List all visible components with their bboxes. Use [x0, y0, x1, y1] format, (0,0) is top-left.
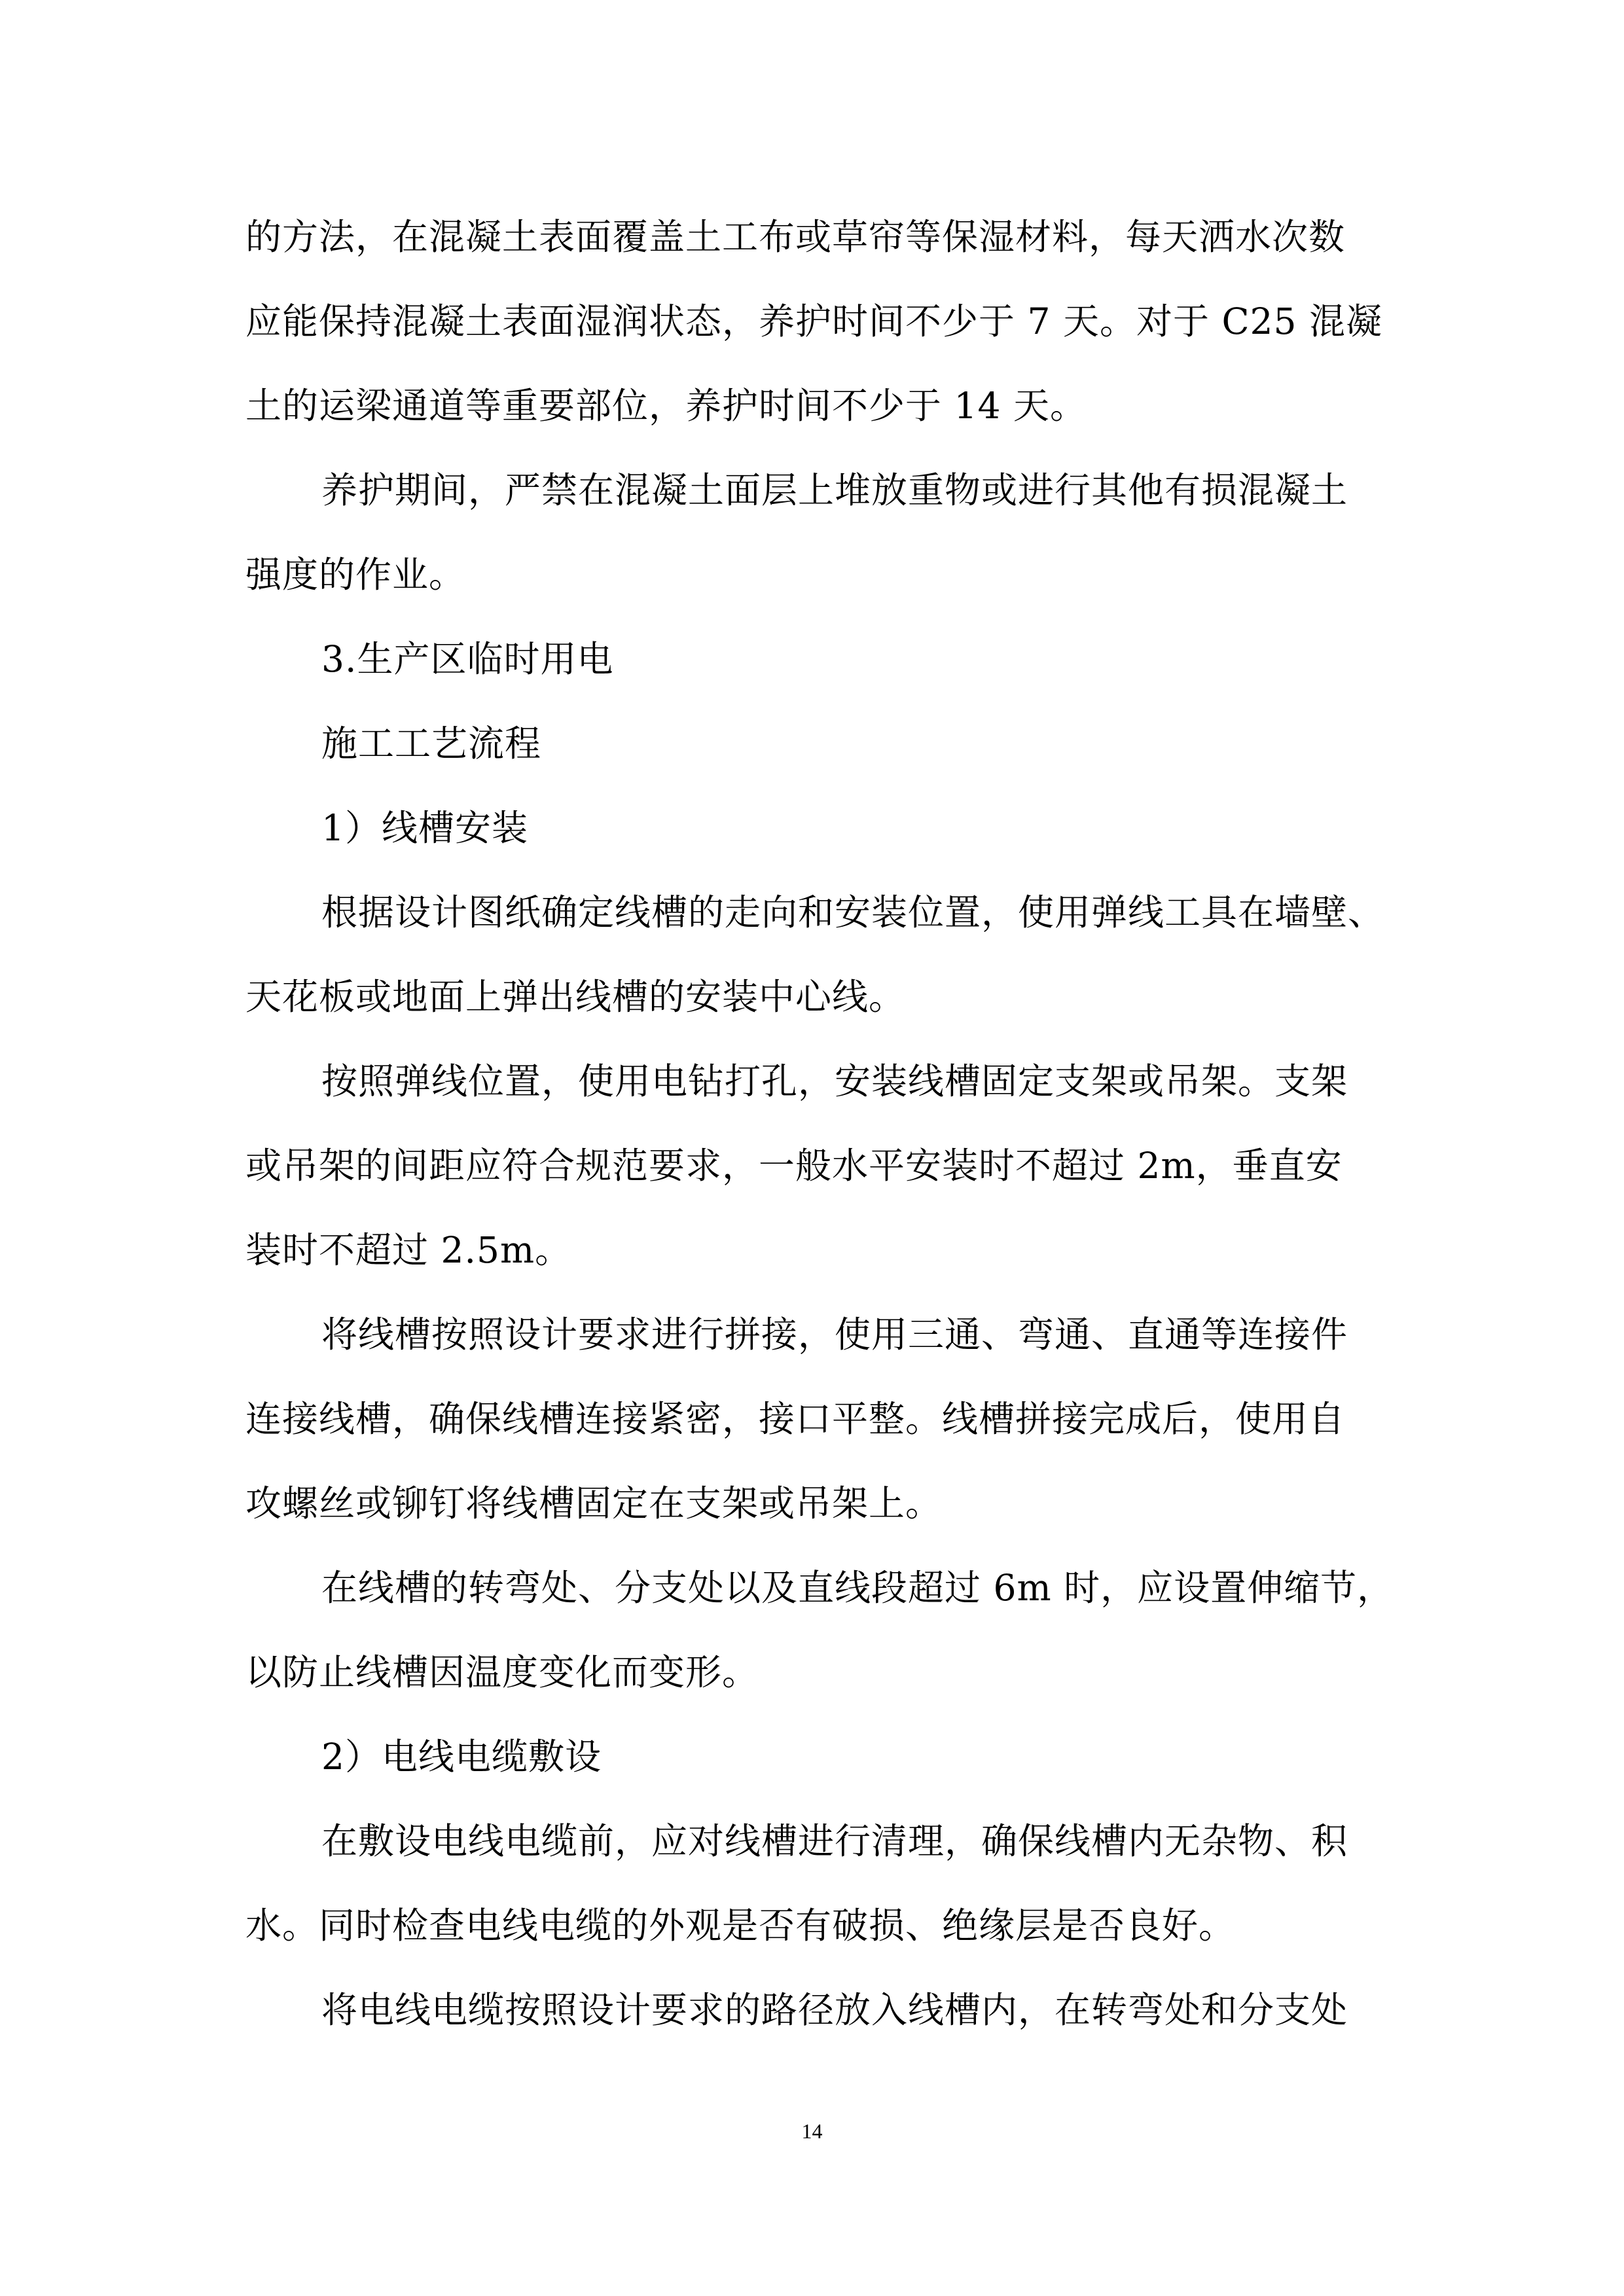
text-line: 强度的作业。 [245, 554, 466, 596]
text-line: 土的运梁通道等重要部位，养护时间不少于 14 天。 [245, 385, 1087, 427]
text-line: 或吊架的间距应符合规范要求，一般水平安装时不超过 2m，垂直安 [245, 1145, 1343, 1187]
text-line: 装时不超过 2.5m。 [245, 1229, 572, 1271]
text-line: 水。同时检查电线电缆的外观是否有破损、绝缘层是否良好。 [245, 1905, 1236, 1946]
item-heading: 1）线槽安装 [321, 807, 528, 849]
section-heading: 3.生产区临时用电 [321, 638, 614, 680]
text-line: 攻螺丝或铆钉将线槽固定在支架或吊架上。 [245, 1482, 943, 1524]
text-line: 将线槽按照设计要求进行拼接，使用三通、弯通、直通等连接件 [321, 1314, 1348, 1355]
body-text [245, 195, 1392, 2053]
item-heading: 2）电线电缆敷设 [321, 1736, 602, 1778]
text-line: 天花板或地面上弹出线槽的安装中心线。 [245, 976, 906, 1018]
text-line: 在线槽的转弯处、分支处以及直线段超过 6m 时，应设置伸缩节， [321, 1567, 1394, 1609]
text-line: 以防止线槽因温度变化而变形。 [245, 1651, 759, 1693]
text-line: 养护期间，严禁在混凝土面层上堆放重物或进行其他有损混凝土 [321, 469, 1348, 511]
text-line: 的方法，在混凝土表面覆盖土工布或草帘等保湿材料，每天洒水次数 [245, 216, 1346, 258]
text-line: 连接线槽，确保线槽连接紧密，接口平整。线槽拼接完成后，使用自 [245, 1398, 1346, 1440]
page-number: 14 [801, 2119, 823, 2143]
text-line: 将电线电缆按照设计要求的路径放入线槽内，在转弯处和分支处 [321, 1989, 1348, 2031]
text-line: 按照弹线位置，使用电钻打孔，安装线槽固定支架或吊架。支架 [321, 1060, 1348, 1102]
text-line: 根据设计图纸确定线槽的走向和安装位置，使用弹线工具在墙壁、 [321, 891, 1385, 933]
subsection-heading: 施工工艺流程 [321, 723, 542, 764]
text-line: 在敷设电线电缆前，应对线槽进行清理，确保线槽内无杂物、积 [321, 1820, 1348, 1862]
text-line: 应能保持混凝土表面湿润状态，养护时间不少于 7 天。对于 C25 混凝 [245, 300, 1382, 342]
